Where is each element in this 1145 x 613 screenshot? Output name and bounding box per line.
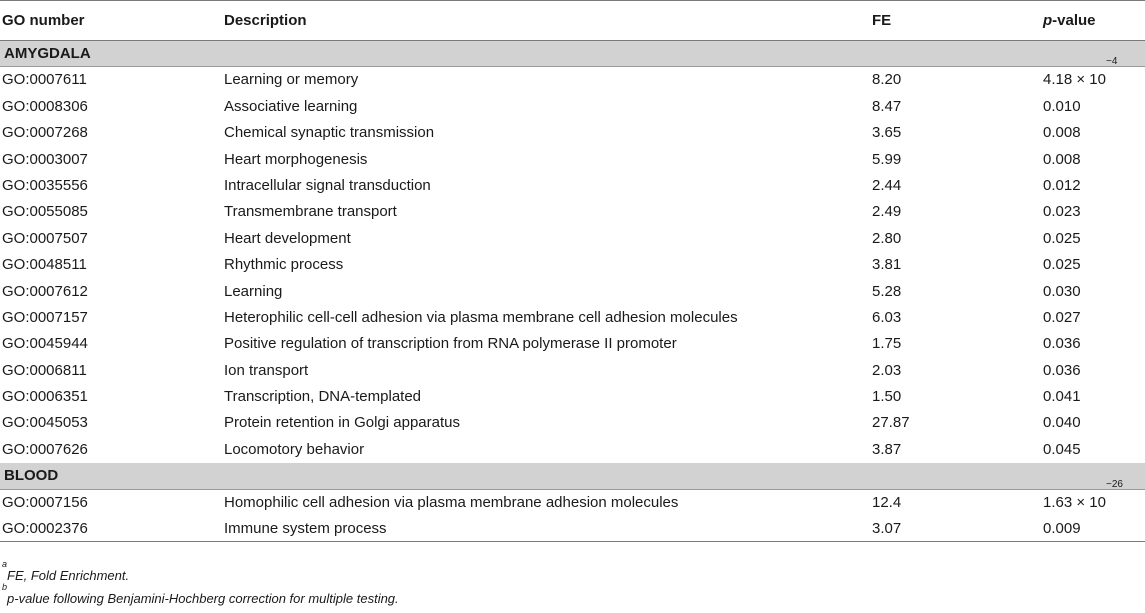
p-value-cell: 0.027: [1043, 308, 1081, 326]
p-value-cell: 0.023: [1043, 203, 1081, 221]
go-number-cell: GO:0006351: [2, 388, 88, 406]
p-value-cell: 0.008: [1043, 124, 1081, 142]
description-cell: Positive regulation of transcription from RNA polymerase II promoter: [224, 335, 677, 353]
fe-cell: 12.4: [872, 493, 902, 511]
fe-cell: 5.99: [872, 150, 902, 168]
go-number-cell: GO:0007156: [2, 493, 88, 511]
go-number-cell: GO:0007507: [2, 229, 88, 247]
description-cell: Ion transport: [224, 361, 309, 379]
section-title: BLOOD: [4, 467, 59, 485]
fe-cell: 2.49: [872, 203, 902, 221]
fe-cell: 27.87: [872, 414, 910, 432]
fe-cell: 3.87: [872, 440, 902, 458]
fe-cell: 2.44: [872, 176, 902, 194]
p-value-cell: 0.025: [1043, 256, 1081, 274]
description-cell: Learning: [224, 282, 283, 300]
header-description: Description: [224, 12, 307, 29]
go-number-cell: GO:0007157: [2, 308, 88, 326]
p-value-cell: 0.045: [1043, 440, 1081, 458]
header-go-number: GO number: [2, 12, 85, 29]
go-number-cell: GO:0045944: [2, 335, 88, 353]
description-cell: Transcription, DNA-templated: [224, 388, 422, 406]
table-row: [0, 94, 1145, 120]
table-row: [0, 384, 1145, 410]
fe-cell: 3.65: [872, 124, 902, 142]
go-number-cell: GO:0007611: [2, 71, 87, 89]
go-number-cell: GO:0007268: [2, 124, 88, 142]
section-title: AMYGDALA: [4, 45, 91, 62]
footnote-b: $^b$p-value following Benjamini-Hochberg correction for multiple testing.: [2, 582, 399, 606]
table-row: [0, 173, 1145, 199]
fe-cell: 8.47: [872, 97, 902, 115]
p-value-cell: $4.18 \times 10^{-4}$: [1043, 56, 1118, 89]
section-header-blood: [0, 463, 1145, 489]
table-row: [0, 331, 1145, 357]
description-cell: Heterophilic cell-cell adhesion via plasma membrane cell adhesion molecules: [224, 308, 738, 326]
description-cell: Heart development: [224, 229, 351, 247]
go-number-cell: GO:0003007: [2, 150, 88, 168]
description-cell: Learning or memory: [224, 71, 359, 89]
fe-cell: 3.81: [872, 256, 902, 274]
p-value-cell: 0.040: [1043, 414, 1081, 432]
table-row: [0, 226, 1145, 252]
description-cell: Transmembrane transport: [224, 203, 397, 221]
go-number-cell: GO:0007626: [2, 440, 88, 458]
fe-cell: 8.20: [872, 71, 902, 89]
description-cell: Heart morphogenesis: [224, 150, 368, 168]
fe-cell: 2.80: [872, 229, 902, 247]
p-value-cell: 0.008: [1043, 150, 1081, 168]
fe-cell: 5.28: [872, 282, 902, 300]
header-p-value: p-value: [1043, 12, 1096, 29]
table-header: [0, 0, 1145, 41]
description-cell: Immune system process: [224, 520, 387, 538]
table-row: [0, 437, 1145, 463]
fe-cell: 1.75: [872, 335, 902, 353]
header-fe: FE: [872, 12, 892, 29]
go-number-cell: GO:0002376: [2, 520, 88, 538]
table-row: [0, 305, 1145, 331]
go-number-cell: GO:0008306: [2, 97, 88, 115]
go-number-cell: GO:0055085: [2, 203, 88, 221]
fe-cell: 3.07: [872, 520, 902, 538]
fe-cell: 1.50: [872, 388, 902, 406]
description-cell: Rhythmic process: [224, 256, 344, 274]
description-cell: Intracellular signal transduction: [224, 176, 431, 194]
go-number-cell: GO:0006811: [2, 361, 87, 379]
go-number-cell: GO:0007612: [2, 282, 88, 300]
p-value-cell: 0.041: [1043, 388, 1081, 406]
footnote-a: $^a$FE, Fold Enrichment.: [2, 559, 130, 583]
table-row: [0, 358, 1145, 384]
fe-cell: 6.03: [872, 308, 902, 326]
description-cell: Chemical synaptic transmission: [224, 124, 435, 142]
p-value-cell: $1.63 \times 10^{-26}$: [1043, 478, 1123, 511]
description-cell: Protein retention in Golgi apparatus: [224, 414, 460, 432]
table-row: [0, 199, 1145, 225]
table-row: [0, 516, 1145, 542]
go-number-cell: GO:0045053: [2, 414, 88, 432]
description-cell: Associative learning: [224, 97, 358, 115]
section-header-amygdala: [0, 41, 1145, 67]
table-row: [0, 56, 1145, 93]
p-value-cell: 0.025: [1043, 229, 1081, 247]
table-row: [0, 252, 1145, 278]
table-row: [0, 478, 1145, 516]
description-cell: Locomotory behavior: [224, 440, 365, 458]
table-row: [0, 279, 1145, 305]
table-row: [0, 410, 1145, 436]
description-cell: Homophilic cell adhesion via plasma membrane adhesion molecules: [224, 493, 679, 511]
go-number-cell: GO:0035556: [2, 176, 88, 194]
p-value-cell: 0.036: [1043, 361, 1081, 379]
table-row: [0, 120, 1145, 146]
p-value-cell: 0.009: [1043, 520, 1081, 538]
p-value-cell: 0.012: [1043, 176, 1081, 194]
p-value-cell: 0.030: [1043, 282, 1081, 300]
fe-cell: 2.03: [872, 361, 902, 379]
go-number-cell: GO:0048511: [2, 256, 87, 274]
table-row: [0, 147, 1145, 173]
p-value-cell: 0.036: [1043, 335, 1081, 353]
p-value-cell: 0.010: [1043, 97, 1081, 115]
